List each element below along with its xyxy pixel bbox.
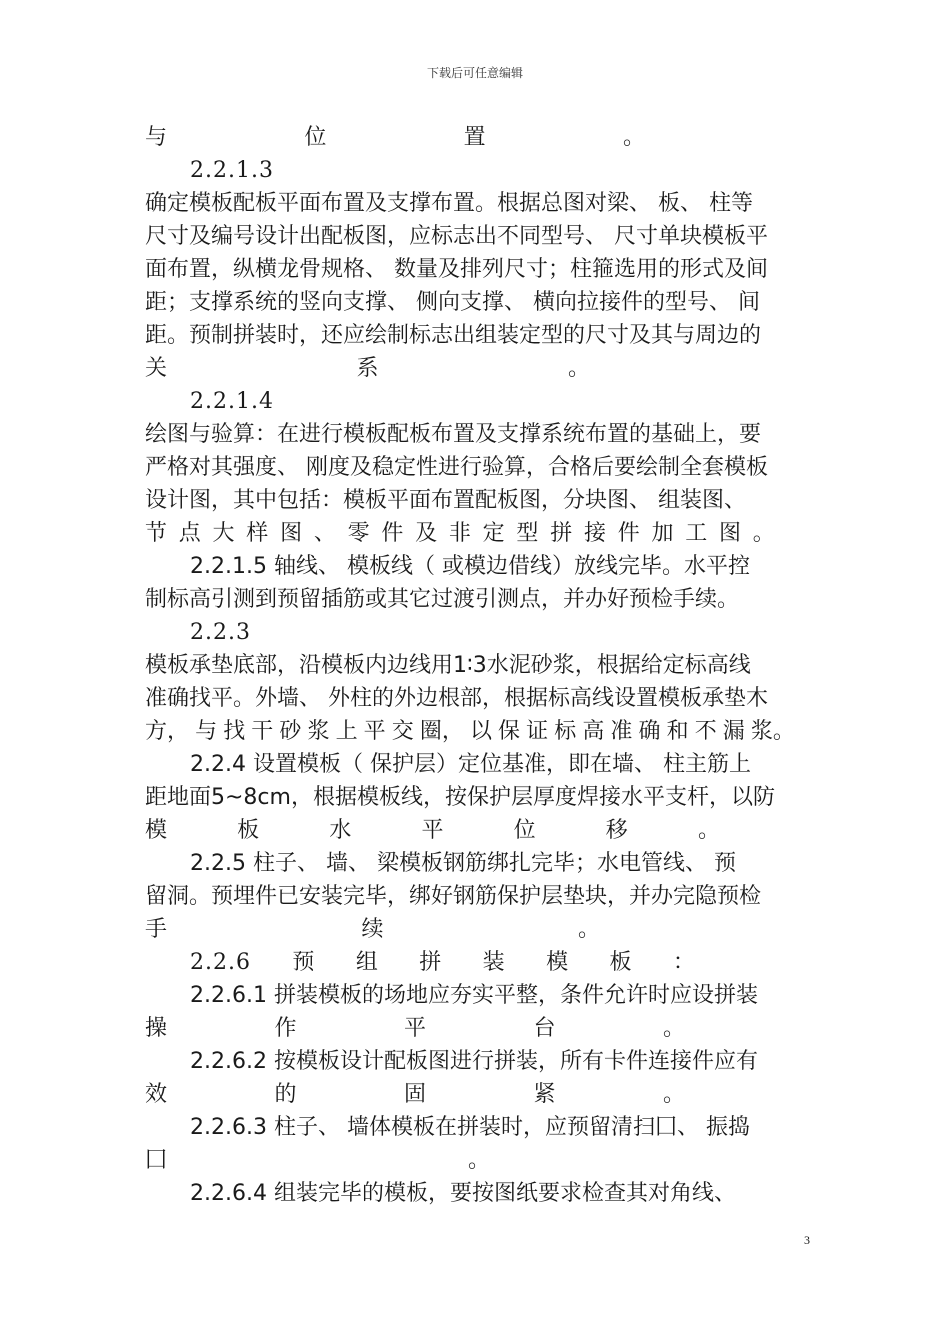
text-fragment: 位 — [304, 125, 327, 150]
text-line: 方， 与 找 干 砂 浆 上 平 交 圈， 以 保 证 标 高 准 确 和 不 漏 浆。 — [145, 719, 795, 744]
text-line: 2.2.4 设置模板（ 保护层）定位基准，即在墙、 柱主筋上 — [190, 752, 751, 777]
text-line: 距；支撑系统的竖向支撑、 侧向支撑、 横向拉接件的型号、 间 — [145, 290, 760, 315]
text-line: 囗 。 — [145, 1148, 490, 1173]
text-line: 面布置，纵横龙骨规格、 数量及排列尺寸；柱箍选用的形式及间 — [145, 257, 768, 282]
text-line: 2.2.6.3 柱子、 墙体模板在拼装时，应预留清扫囗、 振捣 — [190, 1115, 750, 1140]
text-line: 手 续 。 — [145, 917, 600, 942]
text-fragment: 系 — [356, 356, 379, 381]
text-line: 2.2.6.1 拼装模板的场地应夯实平整，条件允许时应设拼装 — [190, 983, 758, 1008]
text-line: 尺寸及编号设计出配板图，应标志出不同型号、 尺寸单块模板平 — [145, 224, 768, 249]
text-line: 模板承垫底部，沿模板内边线用1∶3水泥砂浆，根据给定标高线 — [145, 653, 751, 678]
page-header: 下载后可任意编辑 — [426, 66, 523, 80]
text-line: 绘图与验算：在进行模板配板布置及支撑系统布置的基础上，要 — [145, 422, 762, 447]
text-fragment: 与 — [145, 125, 168, 150]
text-line: 2.2.1.5 轴线、 模板线（ 或模边借线）放线完毕。水平控 — [190, 554, 750, 579]
text-line: 效 的 固 紧 。 — [145, 1082, 685, 1107]
text-line: 确定模板配板平面布置及支撑布置。根据总图对梁、 板、 柱等 — [145, 191, 753, 216]
section-number: 2.2.1.4 — [190, 389, 274, 414]
text-line: 模 板 水 平 位 移 。 — [145, 818, 720, 843]
text-line: 2.2.5 柱子、 墙、 梁模板钢筋绑扎完毕；水电管线、 预 — [190, 851, 736, 876]
section-number: 2.2.1.3 — [190, 158, 274, 183]
text-line: 操 作 平 台 。 — [145, 1016, 685, 1041]
section-number: 2.2.3 — [190, 620, 251, 645]
text-line: 2.2.6 预 组 拼 装 模 板 ： — [190, 950, 695, 975]
text-fragment: 。 — [567, 356, 590, 381]
page-number: 3 — [804, 1233, 810, 1247]
text-line: 准确找平。外墙、 外柱的外边根部，根据标高线设置模板承垫木 — [145, 686, 768, 711]
text-line: 2.2.6.4 组装完毕的模板，要按图纸要求检查其对角线、 — [190, 1181, 736, 1206]
text-line: 制标高引测到预留插筋或其它过渡引测点，并办好预检手续。 — [145, 587, 740, 612]
text-line: 2.2.6.2 按模板设计配板图进行拼装，所有卡件连接件应有 — [190, 1049, 758, 1074]
text-line — [145, 352, 590, 385]
text-line: 节 点 大 样 图 、 零 件 及 非 定 型 拼 接 件 加 工 图 。 — [145, 521, 775, 546]
text-fragment: 置 — [463, 125, 486, 150]
text-line: 设计图，其中包括：模板平面布置配板图，分块图、 组装图、 — [145, 488, 746, 513]
text-fragment: 关 — [145, 356, 168, 381]
text-line: 严格对其强度、 刚度及稳定性进行验算，合格后要绘制全套模板 — [145, 455, 768, 480]
text-line: 距地面5~8cm，根据模板线，按保护层厚度焊接水平支杆，以防 — [145, 785, 775, 810]
text-line: 留洞。预埋件已安装完毕，绑好钢筋保护层垫块，并办完隐预检 — [145, 884, 762, 909]
text-line: 距。预制拼装时，还应绘制标志出组装定型的尺寸及其与周边的 — [145, 323, 762, 348]
text-fragment: 。 — [622, 125, 645, 150]
text-line — [145, 121, 645, 154]
